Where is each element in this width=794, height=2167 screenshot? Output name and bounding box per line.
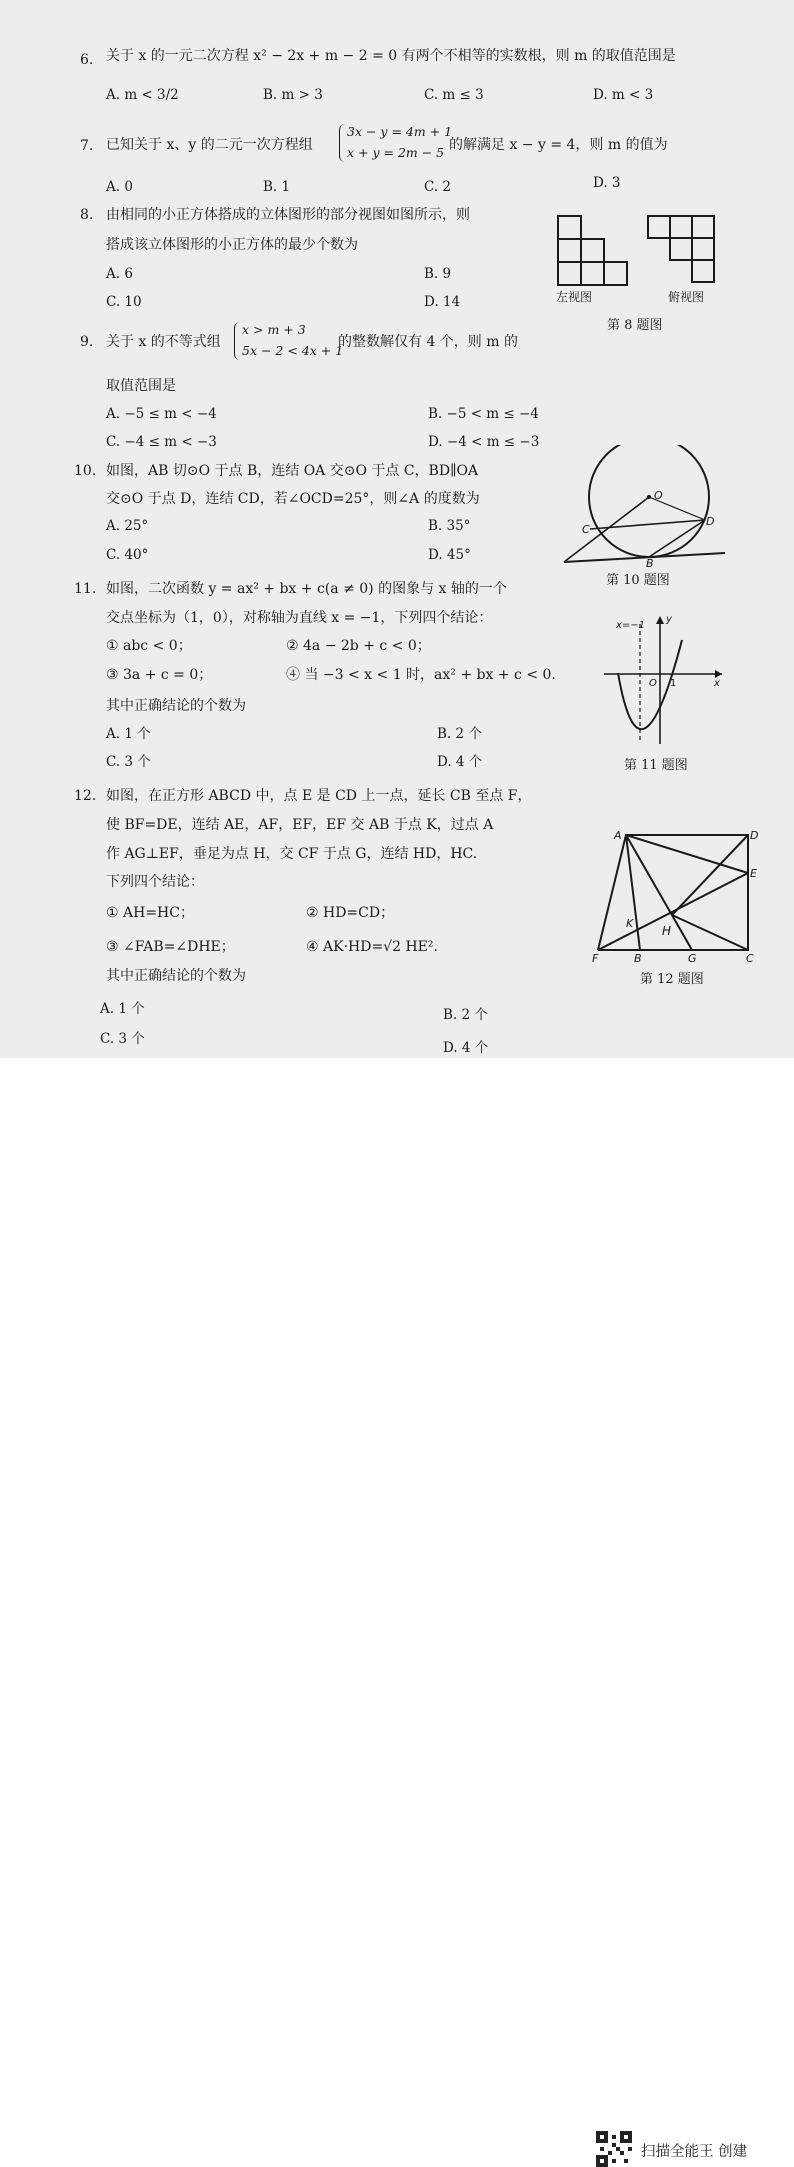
question-9-stem-after: 的整数解仅有 4 个，则 m 的 [338, 334, 518, 350]
question-11-option-b: B. 2 个 [437, 726, 482, 742]
top-view-grid [648, 216, 714, 282]
svg-text:D: D [750, 829, 759, 842]
segment-cd [590, 520, 705, 529]
question-10-number: 10. [74, 463, 97, 479]
question-9-number: 9. [80, 334, 94, 350]
svg-text:O: O [654, 489, 663, 502]
question-6-stem: 关于 x 的一元二次方程 x² − 2x + m − 2 = 0 有两个不相等的实数根，则 m 的取值范围是 [106, 48, 676, 64]
question-12-stem-line-1: 如图，在正方形 ABCD 中，点 E 是 CD 上一点，延长 CB 至点 F， [106, 788, 532, 804]
question-12-stem-line-2: 使 BF=DE，连结 AE，AF，EF，EF 交 AB 于点 K，过点 A [106, 817, 494, 833]
question-12-option-c: C. 3 个 [100, 1031, 145, 1047]
question-12-caption: 第 12 题图 [640, 972, 704, 987]
question-9-option-b: B. −5 < m ≤ −4 [428, 406, 539, 422]
question-7-option-d: D. 3 [593, 175, 621, 191]
question-9-inequality-2: 5x − 2 < 4x + 1 [242, 343, 344, 358]
question-10-option-d: D. 45° [428, 547, 471, 563]
question-7-option-a: A. 0 [106, 179, 133, 195]
svg-text:B: B [646, 557, 654, 570]
segment-hc [672, 915, 748, 950]
segment-hd [672, 835, 748, 915]
segment-ef [598, 873, 748, 950]
question-8-option-b: B. 9 [424, 266, 452, 282]
question-11-option-c: C. 3 个 [106, 754, 151, 770]
svg-text:C: C [746, 952, 754, 965]
x-label: x [714, 678, 720, 689]
question-7-stem-before: 已知关于 x、y 的二元一次方程组 [106, 137, 313, 153]
top-view-label: 俯视图 [668, 290, 705, 304]
square-abcd [626, 835, 748, 950]
question-7-equation-2: x + y = 2m − 5 [347, 145, 445, 160]
question-12-conclusion-4: ④ AK·HD=√2 HE². [306, 939, 438, 955]
question-11-number: 11. [74, 581, 97, 597]
scanner-brand-text: 扫描全能王 创建 [641, 2144, 748, 2160]
question-7-option-c: C. 2 [424, 179, 452, 195]
question-12-square-figure [588, 825, 768, 965]
question-12-question-line: 其中正确结论的个数为 [106, 968, 246, 984]
question-10-stem-line-1: 如图，AB 切⊙O 于点 B，连结 OA 交⊙O 于点 C，BD∥OA [106, 463, 479, 479]
question-6-number: 6. [80, 52, 94, 68]
one-label: 1 [670, 678, 677, 689]
question-12-conclusion-1: ① AH=HC； [106, 905, 194, 921]
question-8-option-d: D. 14 [424, 294, 461, 310]
symmetry-label: x=−1 [616, 620, 646, 631]
question-12-option-b: B. 2 个 [443, 1007, 488, 1023]
question-9-brace [234, 322, 241, 360]
question-7-number: 7. [80, 138, 94, 154]
question-11-stem-line-1: 如图，二次函数 y = ax² + bx + c(a ≠ 0) 的图象与 x 轴的一个 [106, 581, 507, 597]
svg-text:D: D [706, 515, 715, 528]
question-11-option-d: D. 4 个 [437, 754, 483, 770]
question-10-circle-figure [560, 445, 730, 570]
question-10-option-a: A. 25° [106, 518, 149, 534]
tangent-line-ab [564, 553, 725, 562]
question-11-question-line: 其中正确结论的个数为 [106, 698, 246, 714]
svg-text:H: H [662, 924, 672, 938]
question-8-option-a: A. 6 [106, 266, 133, 282]
segment-oa [564, 497, 649, 562]
question-9-option-a: A. −5 ≤ m < −4 [106, 406, 217, 422]
question-9-inequality-1: x > m + 3 [242, 322, 306, 337]
segment-bd [649, 520, 705, 557]
question-8-views-figure [550, 208, 730, 306]
svg-text:E: E [750, 867, 757, 880]
question-9-stem-line-2: 取值范围是 [106, 378, 176, 394]
question-11-conclusion-3: ③ 3a + c = 0； [106, 667, 213, 683]
question-7-brace [339, 124, 346, 162]
svg-text:A: A [614, 829, 622, 842]
svg-text:B: B [634, 952, 642, 965]
question-9-option-c: C. −4 ≤ m < −3 [106, 434, 217, 450]
svg-text:C: C [582, 523, 590, 536]
question-12-option-a: A. 1 个 [100, 1001, 145, 1017]
question-11-option-a: A. 1 个 [106, 726, 151, 742]
question-6-option-b: B. m > 3 [263, 87, 323, 103]
segment-af [598, 835, 626, 950]
question-12-number: 12. [74, 788, 97, 804]
question-10-caption: 第 10 题图 [606, 573, 670, 588]
question-10-option-c: C. 40° [106, 547, 149, 563]
question-8-stem-line-2: 搭成该立体图形的小正方体的最少个数为 [106, 237, 358, 253]
question-8-number: 8. [80, 207, 94, 223]
origin-label: O [649, 678, 657, 689]
question-7-equation-1: 3x − y = 4m + 1 [347, 124, 453, 139]
question-9-option-d: D. −4 < m ≤ −3 [428, 434, 540, 450]
left-view-grid [558, 216, 627, 285]
question-6-option-a: A. m < 3/2 [106, 87, 179, 103]
question-8-stem-line-1: 由相同的小正方体搭成的立体图形的部分视图如图所示，则 [106, 207, 470, 223]
question-11-conclusion-1: ① abc < 0； [106, 638, 192, 654]
question-12-stem-line-4: 下列四个结论： [106, 874, 204, 890]
question-7-stem-after: 的解满足 x − y = 4，则 m 的值为 [449, 137, 668, 153]
question-10-stem-line-2: 交⊙O 于点 D，连结 CD，若∠OCD=25°，则∠A 的度数为 [106, 491, 480, 507]
question-11-conclusion-2: ② 4a − 2b + c < 0； [286, 638, 431, 654]
question-12-option-d: D. 4 个 [443, 1040, 489, 1056]
question-11-parabola-figure [598, 610, 728, 750]
circle-o [589, 445, 709, 557]
question-11-stem-line-2: 交点坐标为（1，0），对称轴为直线 x = −1，下列四个结论： [106, 610, 493, 626]
svg-text:G: G [688, 952, 697, 965]
question-12-conclusion-2: ② HD=CD； [306, 905, 395, 921]
svg-text:K: K [626, 917, 634, 930]
question-9-stem-before: 关于 x 的不等式组 [106, 334, 221, 350]
question-12-conclusion-3: ③ ∠FAB=∠DHE； [106, 939, 235, 955]
question-11-conclusion-4: ④ 当 −3 < x < 1 时，ax² + bx + c < 0. [286, 667, 556, 683]
qr-code-icon [596, 2131, 632, 2167]
question-8-option-c: C. 10 [106, 294, 142, 310]
question-10-option-b: B. 35° [428, 518, 471, 534]
question-6-option-d: D. m < 3 [593, 87, 654, 103]
question-6-option-c: C. m ≤ 3 [424, 87, 484, 103]
scanner-footer [0, 1058, 794, 2160]
question-7-option-b: B. 1 [263, 179, 291, 195]
y-label: y [666, 614, 672, 625]
left-view-label: 左视图 [556, 290, 593, 304]
question-8-caption: 第 8 题图 [607, 318, 663, 333]
svg-text:F: F [592, 952, 599, 965]
question-12-stem-line-3: 作 AG⊥EF，垂足为点 H，交 CF 于点 G，连结 HD，HC. [106, 846, 478, 862]
question-11-caption: 第 11 题图 [624, 758, 688, 773]
exam-page [0, 0, 794, 1058]
